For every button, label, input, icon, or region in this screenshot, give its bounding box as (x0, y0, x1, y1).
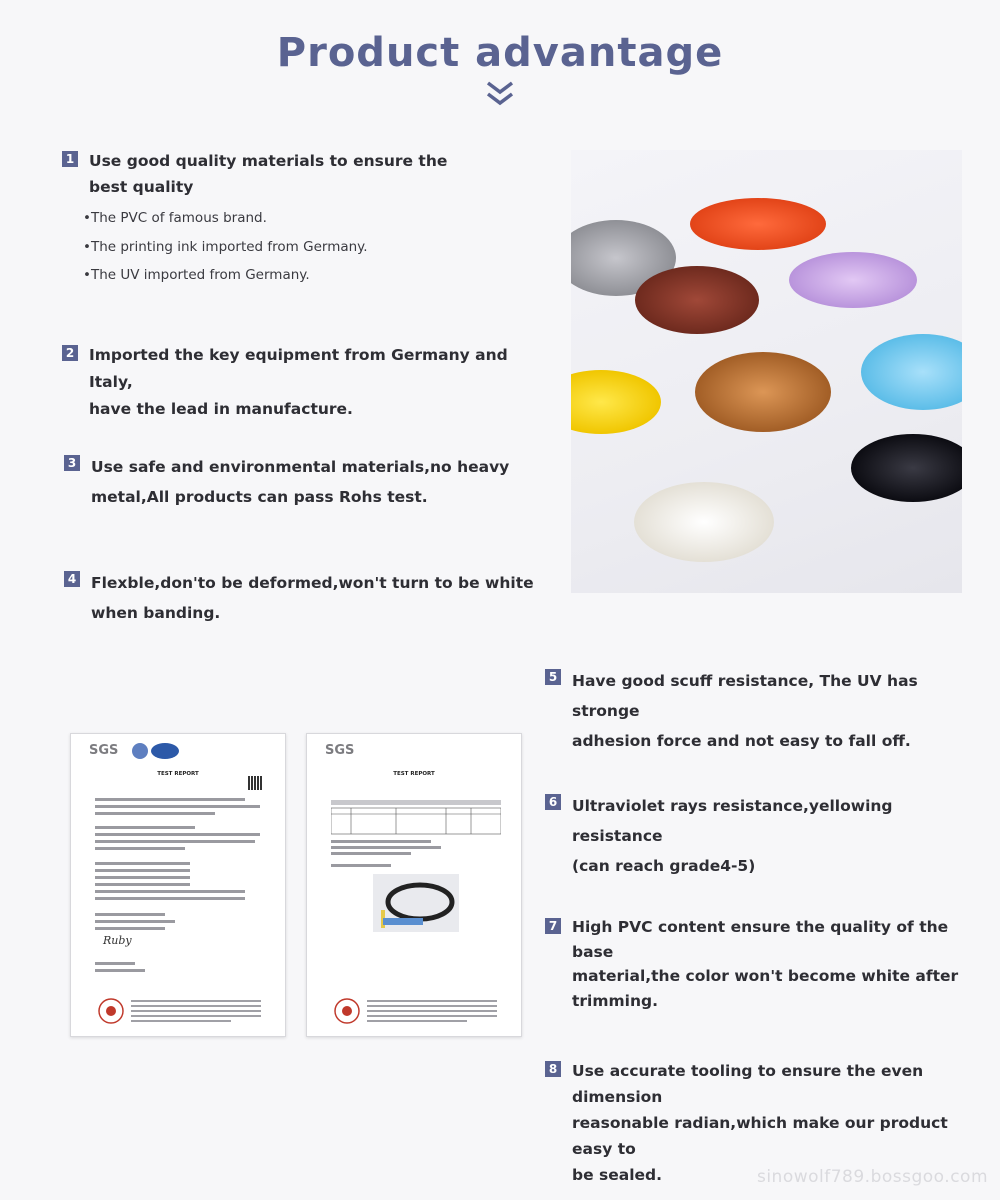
item-text-line: trimming. (572, 991, 658, 1010)
report-title: TEST REPORT (157, 771, 199, 777)
item-text-line: metal,All products can pass Rohs test. (91, 488, 428, 506)
item-number-badge: 1 (62, 151, 78, 167)
advantage-item-3 (64, 452, 534, 512)
advantage-item-6 (545, 791, 985, 875)
accreditation-logos-icon (131, 742, 181, 760)
item-text-line: High PVC content ensure the quality of the base (572, 918, 949, 961)
item-text-line: Use safe and environmental materials,no heavy (91, 458, 510, 476)
item-number-badge: 8 (545, 1061, 561, 1077)
sgs-logo: SGS (89, 743, 119, 758)
sgs-logo: SGS (325, 743, 355, 758)
item-text-line: material,the color won't become white after (572, 967, 959, 985)
item-text-line: Have good scuff resistance, The UV has stronge (572, 672, 918, 720)
advantage-item-4 (64, 568, 534, 628)
item-text-line: Flexble,don'to be deformed,won't turn to be white (91, 574, 534, 592)
signature: Ruby (103, 934, 132, 947)
pvc-granules-photo (571, 150, 962, 593)
list-item: •The printing ink imported from Germany. (83, 238, 368, 255)
list-item: •The PVC of famous brand. (83, 210, 267, 226)
item-text-line: Ultraviolet rays resistance,yellowing resistance (572, 797, 893, 845)
item-text-line: be sealed. (572, 1166, 663, 1184)
watermark: sinowolf789.bossgoo.com (756, 1167, 988, 1187)
item-text-line: Use accurate tooling to ensure the even dimension (572, 1062, 924, 1106)
list-item: •The UV imported from Germany. (83, 267, 310, 283)
item-text-line: when banding. (91, 604, 221, 622)
report-text-block (95, 798, 265, 978)
item-text-line: Imported the key equipment from Germany and Italy, (89, 346, 508, 391)
item-text-line: adhesion force and not easy to fall off. (572, 732, 911, 750)
item-number-badge: 6 (545, 794, 561, 810)
material-bullet-list (83, 210, 368, 296)
report-footer (333, 996, 501, 1026)
advantage-item-7 (545, 915, 985, 1010)
advantage-item-5 (545, 666, 985, 750)
item-number-badge: 5 (545, 669, 561, 685)
sgs-test-report-page-2 (306, 733, 522, 1037)
sgs-test-report-page-1 (70, 733, 286, 1037)
page-title: Product advantage (276, 30, 724, 76)
item-text-line: (can reach grade4-5) (572, 857, 756, 875)
item-text-line: Use good quality materials to ensure the (89, 152, 448, 170)
double-chevron-down-icon (484, 80, 516, 108)
item-number-badge: 7 (545, 918, 561, 934)
sample-photo (373, 874, 459, 932)
item-text-line: best quality (89, 178, 194, 196)
item-text-line: have the lead in manufacture. (89, 400, 353, 418)
advantage-item-2 (62, 342, 542, 418)
report-title: TEST REPORT (393, 771, 435, 777)
advantage-item-1 (62, 148, 532, 198)
item-number-badge: 4 (64, 571, 80, 587)
item-text-line: reasonable radian,which make our product easy to (572, 1114, 948, 1158)
report-footer (97, 996, 265, 1026)
qr-code-icon (248, 776, 262, 790)
item-number-badge: 2 (62, 345, 78, 361)
item-number-badge: 3 (64, 455, 80, 471)
